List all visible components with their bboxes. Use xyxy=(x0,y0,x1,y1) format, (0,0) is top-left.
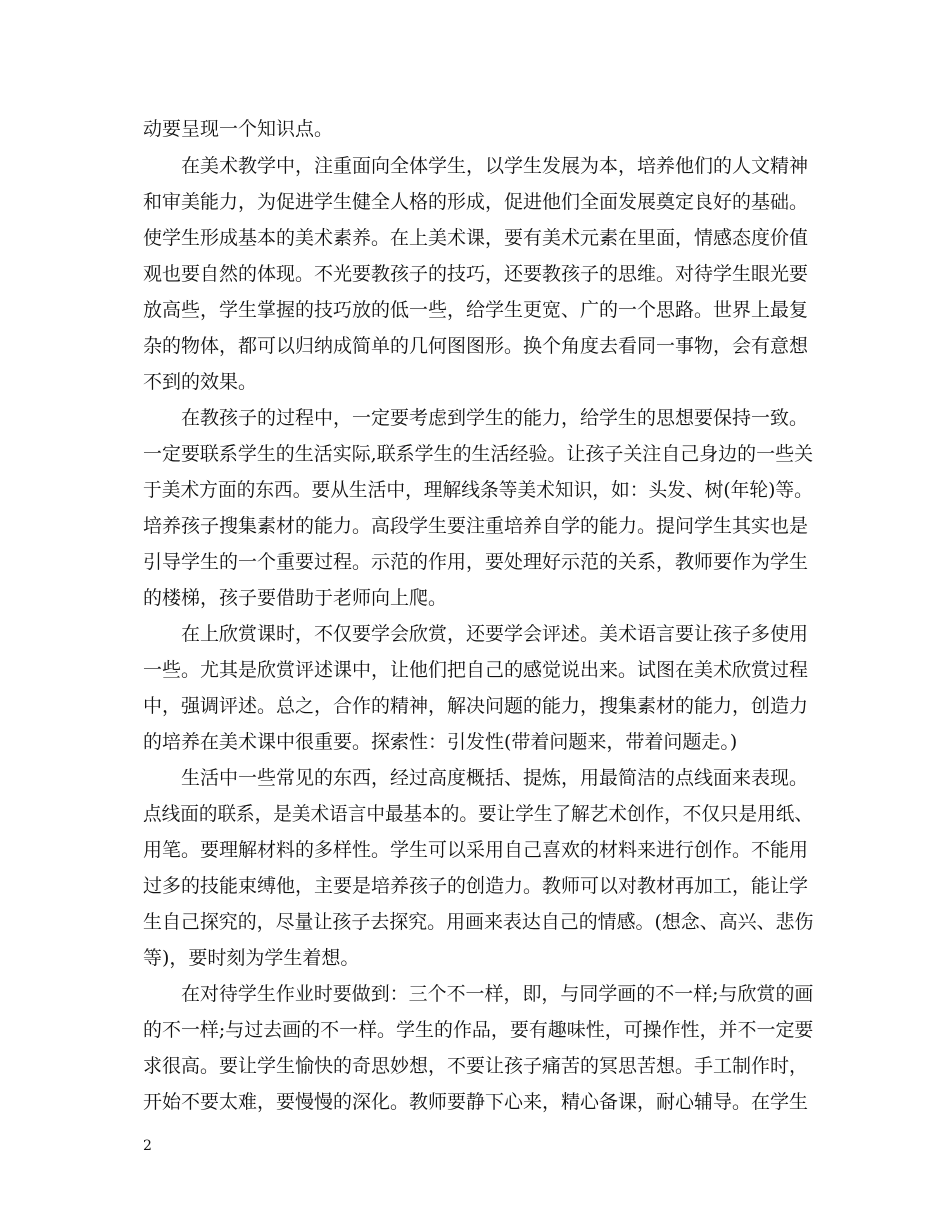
text-line: 用笔。要理解材料的多样性。学生可以采用自己喜欢的材料来进行创作。不能用 xyxy=(143,839,809,861)
paragraph-first-line: 生活中一些常见的东西，经过高度概括、提炼，用最简洁的点线面来表现。 xyxy=(181,767,809,789)
text-line: 培养孩子搜集素材的能力。高段学生要注重培养自学的能力。提问学生其实也是 xyxy=(143,515,809,537)
text-line: 中，强调评述。总之，合作的精神，解决问题的能力，搜集素材的能力，创造力 xyxy=(143,695,809,717)
text-line: 一些。尤其是欣赏评述课中，让他们把自己的感觉说出来。试图在美术欣赏过程 xyxy=(143,659,809,681)
paragraph-first-line: 在教孩子的过程中，一定要考虑到学生的能力，给学生的思想要保持一致。 xyxy=(181,407,809,429)
paragraph-first-line: 在对待学生作业时要做到：三个不一样，即，与同学画的不一样;与欣赏的画 xyxy=(181,983,814,1005)
paragraph-first-line: 在美术教学中，注重面向全体学生，以学生发展为本，培养他们的人文精神 xyxy=(181,155,809,177)
text-line: 杂的物体，都可以归纳成简单的几何图图形。换个角度去看同一事物，会有意想 xyxy=(143,335,809,357)
paragraph-first-line: 在上欣赏课时，不仅要学会欣赏，还要学会评述。美术语言要让孩子多使用 xyxy=(181,623,809,645)
text-line: 放高些，学生掌握的技巧放的低一些，给学生更宽、广的一个思路。世界上最复 xyxy=(143,299,809,321)
text-line: 动要呈现一个知识点。 xyxy=(143,118,334,140)
text-line: 点线面的联系，是美术语言中最基本的。要让学生了解艺术创作，不仅只是用纸、 xyxy=(143,803,814,825)
text-line: 的楼梯，孩子要借助于老师向上爬。 xyxy=(143,587,448,609)
text-line: 等)，要时刻为学生着想。 xyxy=(143,947,360,969)
text-line: 引导学生的一个重要过程。示范的作用，要处理好示范的关系，教师要作为学生 xyxy=(143,551,809,573)
text-line: 和审美能力，为促进学生健全人格的形成，促进他们全面发展奠定良好的基础。 xyxy=(143,191,809,213)
page-number: 2 xyxy=(143,1138,152,1154)
text-line: 不到的效果。 xyxy=(143,371,258,393)
text-line: 使学生形成基本的美术素养。在上美术课，要有美术元素在里面，情感态度价值 xyxy=(143,227,809,249)
text-line: 开始不要太难，要慢慢的深化。教师要静下心来，精心备课，耐心辅导。在学生 xyxy=(143,1091,809,1113)
text-line: 生自己探究的，尽量让孩子去探究。用画来表达自己的情感。(想念、高兴、悲伤 xyxy=(143,911,814,933)
text-line: 一定要联系学生的生活实际,联系学生的生活经验。让孩子关注自己身边的一些关 xyxy=(143,443,814,465)
text-line: 求很高。要让学生愉快的奇思妙想，不要让孩子痛苦的冥思苦想。手工制作时， xyxy=(143,1055,809,1077)
text-line: 过多的技能束缚他，主要是培养孩子的创造力。教师可以对教材再加工，能让学 xyxy=(143,875,809,897)
text-line: 的不一样;与过去画的不一样。学生的作品，要有趣味性，可操作性，并不一定要 xyxy=(143,1019,814,1041)
text-line: 的培养在美术课中很重要。探索性：引发性(带着问题来，带着问题走。) xyxy=(143,731,738,753)
text-line: 观也要自然的体现。不光要教孩子的技巧，还要教孩子的思维。对待学生眼光要 xyxy=(143,263,809,285)
text-line: 于美术方面的东西。要从生活中，理解线条等美术知识，如：头发、树(年轮)等。 xyxy=(143,479,813,501)
